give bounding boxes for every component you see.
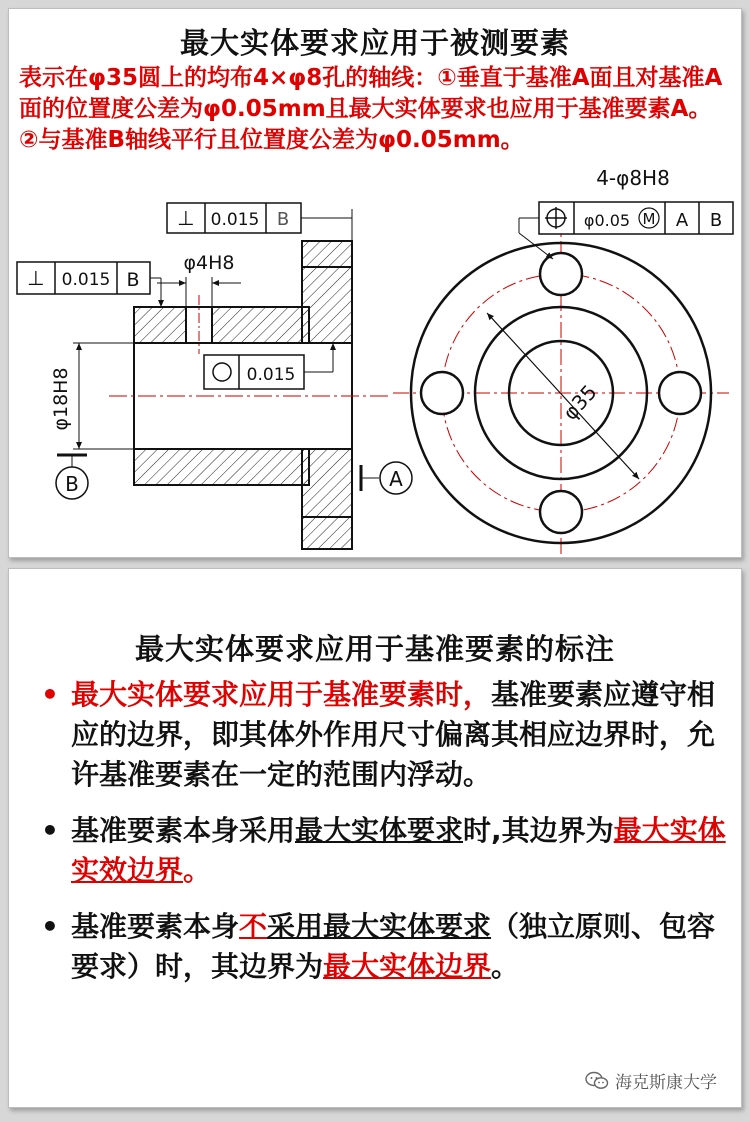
section-view bbox=[134, 241, 352, 549]
bullet-text-segment: 采用最大实体要求 bbox=[267, 910, 492, 943]
bullet-text-segment: （独立原则、包容要求）时，其边界为 bbox=[71, 910, 716, 983]
bullet-dot: • bbox=[41, 678, 59, 711]
datum-b-label: B bbox=[65, 472, 79, 496]
slide-1-description: 表示在φ35圆上的均布4×φ8孔的轴线：①垂直于基准A面且对基准A面的位置度公差为φ0.05mm且最大实体要求也应用于基准要素A。 ②与基准B轴线平行且位置度公差为φ0.05mm。 bbox=[19, 65, 723, 153]
fcf-left-datum: B bbox=[126, 269, 140, 291]
bullet-text-segment: 。 bbox=[183, 854, 212, 887]
bullet-text-segment: 基准要素本身采用 bbox=[71, 814, 296, 847]
datum-b bbox=[56, 455, 88, 499]
fcf-left-value: 0.015 bbox=[61, 270, 111, 290]
bullet-text-segment: 最大实体边界 bbox=[323, 950, 492, 983]
datum-a-label: A bbox=[389, 467, 403, 491]
bullet-text-segment: 不 bbox=[239, 910, 268, 943]
bullet-list bbox=[37, 675, 727, 1003]
bullet-dot: • bbox=[41, 814, 59, 847]
fcf-top-value: 0.015 bbox=[210, 210, 260, 230]
slide-2-title: 最大实体要求应用于基准要素的标注 bbox=[134, 632, 615, 666]
watermark bbox=[585, 1068, 717, 1093]
fcf-top bbox=[167, 203, 352, 241]
bullet-text-segment: 时,其边界为 bbox=[463, 814, 614, 847]
fcf-position-datum-a: A bbox=[675, 210, 689, 231]
front-view bbox=[393, 214, 729, 557]
bullet-text-segment: 基准要素本身 bbox=[71, 910, 240, 943]
slide-1 bbox=[8, 8, 742, 558]
engineering-drawing bbox=[9, 9, 741, 557]
watermark-text: 海克斯康大学 bbox=[615, 1073, 717, 1093]
slide-1-title: 最大实体要求应用于被测要素 bbox=[179, 26, 570, 60]
bullet-item bbox=[37, 907, 727, 987]
bullet-dot: • bbox=[41, 910, 59, 943]
bullet-text-segment: 最大实体要求 bbox=[295, 814, 464, 847]
dim-bore-text: φ18H8 bbox=[50, 367, 72, 431]
mmc-modifier: M bbox=[642, 210, 656, 228]
fcf-middle bbox=[204, 343, 333, 389]
fcf-middle-value: 0.015 bbox=[246, 365, 296, 385]
perpendicularity-symbol: ⊥ bbox=[177, 206, 195, 230]
fcf-left-symbol: ⊥ bbox=[27, 266, 45, 290]
fcf-position bbox=[519, 202, 733, 234]
dim-pcd-text: φ35 bbox=[557, 379, 602, 425]
wechat-icon bbox=[585, 1071, 609, 1091]
bullet-text-segment: 最大实体实效边界 bbox=[71, 814, 726, 887]
slide-2 bbox=[8, 568, 742, 1108]
bullet-item bbox=[37, 675, 727, 795]
fcf-position-value: φ0.05 bbox=[583, 211, 631, 230]
bullet-text-segment: 最大实体要求应用于基准要素时， bbox=[71, 678, 492, 711]
bullet-item bbox=[37, 811, 727, 891]
bullet-text-segment: 基准要素应遵守相应的边界，即其体外作用尺寸偏离其相应边界时，允许基准要素在一定的范围内浮动。 bbox=[71, 678, 716, 791]
fcf-top-datum: B bbox=[276, 209, 290, 230]
dim-small-hole-text: φ4H8 bbox=[183, 252, 235, 274]
fcf-position-datum-b: B bbox=[709, 210, 723, 231]
dim-holes-text: 4-φ8H8 bbox=[596, 166, 670, 190]
fcf-left bbox=[17, 262, 161, 307]
datum-a bbox=[361, 462, 412, 494]
bullet-text-segment: 。 bbox=[491, 950, 520, 983]
